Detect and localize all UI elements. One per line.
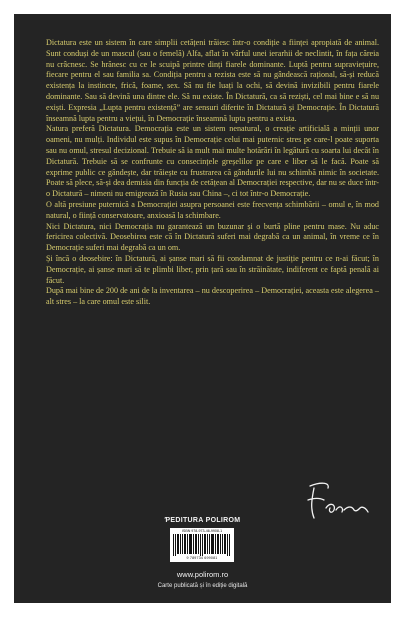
blurb-paragraph-2: Natura preferă Dictatura. Democrația este un sistem nenatural, o creație artificială a minții unor oameni, nu mulți. Individul este supus în Democrație celui mai puternic stres pe care-l poate suporta sau nu omul, stresul decizional. Trebuie să ia mult mai multe hotărâri în legătură cu soarta lui decât în Dictatură. Trebuie să se confrunte cu consecințele greșelilor pe care e liber să le facă. Poate să exprime public ce gândește, dar trăiește cu frustrarea că gândurile lui nu schimbă nimic în societate. Poate să plece, să-și dea demisia din funcția de cetățean al Democrației respective, dar nu se duce într-o Dictatură – nimeni nu emigrează în Rusia sau China –, ci tot într-o Democrație. (46, 124, 379, 199)
blurb-paragraph-1: Dictatura este un sistem în care simplii cetățeni trăiesc într-o condiție a ființei apropiată de animal. Sunt conduși de un mascul (sau o femelă) Alfa, aflat în vârful unei ierarhii de neclintit, în fața căreia nu crâcnesc. Se hrănesc cu ce le scuipă printre dinți fiarele dominante. Luptă pentru supraviețuire, fiecare pentru el sau familia sa. Condiția pentru a rezista este să nu gândească rațional, să-și reducă existența la instincte, frică, foame, sex. Să nu fie luați la ochi, să devină invizibili pentru fiarele dominante. Sau să devină una dintre ele. Să nu existe. În Dictatură, ca să reziști, cel mai bine e să nu exiști. Expresia „Lupta pentru existență” are sensuri diferite în Dictatură și Democrație. În Dictatură înseamnă lupta pentru a viețui, în Democrație înseamnă lupta pentru a exista. (46, 38, 379, 123)
publisher-name: ƤEDITURA POLIROM (164, 517, 241, 524)
blurb-paragraph-5: Și încă o deosebire: în Dictatură, ai șanse mari să fii condamnat de justiție pentru ce n-ai făcut; în Democrație, ai șanse mari să te plimbi liber, prin țară sau în străinătate, indiferent ce faptă penală ai făcut. (46, 253, 379, 285)
blurb-text (46, 38, 379, 308)
publisher-website: www.polirom.ro (176, 570, 229, 579)
isbn-barcode-panel (170, 528, 234, 562)
blurb-paragraph-6: După mai bine de 200 de ani de la inventarea – nu descoperirea – Democrației, aceasta este alegerea – alt stres – la care omul este silit. (46, 286, 379, 307)
digital-edition-note: Carte publicată și în ediție digitală (157, 583, 248, 589)
blurb-paragraph-3: O altă presiune puternică a Democrației asupra persoanei este frecvența schimbării – omul e, în mod natural, o ființă conservatoare, anxioasă la schimbare. (46, 199, 379, 220)
blurb-paragraph-4: Nici Dictatura, nici Democrația nu garantează un buzunar și o burtă pline pentru mase. Nu aduc fericirea colectivă. Deosebirea este că în Dictatură suferi mai degrabă ca un animal, în vreme ce în Democrație suferi mai degrabă ca un om. (46, 221, 379, 253)
isbn-number: ISBN 978-973-46-9908-1 (181, 529, 223, 533)
author-signature-icon (300, 478, 370, 522)
barcode-digits: 9 789734 699081 (186, 556, 218, 560)
polirom-p-logo-icon: Ƥ (164, 517, 171, 524)
isbn-barcode (173, 534, 231, 556)
